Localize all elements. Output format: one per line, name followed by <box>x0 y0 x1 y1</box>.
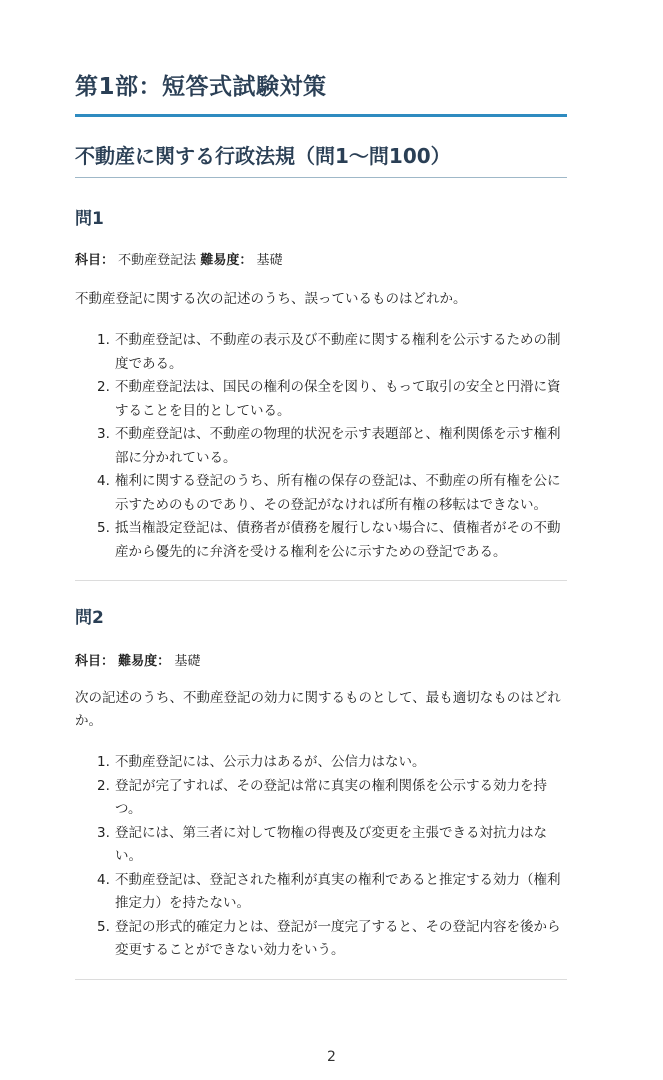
choice-text: 不動産登記は、不動産の表示及び不動産に関する権利を公示するための制度である。 <box>115 332 561 372</box>
choice-item <box>75 470 567 517</box>
question-1 <box>75 204 567 581</box>
difficulty-label: 難易度： <box>200 253 253 268</box>
question-meta <box>75 650 567 669</box>
question-title: 問2 <box>75 608 104 628</box>
section-title: 不動産に関する行政法規（問1〜問100） <box>75 141 567 178</box>
subject-label: 科目： <box>75 654 115 669</box>
choice-number: 2. <box>97 379 110 395</box>
document-page <box>75 0 567 980</box>
choice-text: 不動産登記法は、国民の権利の保全を図り、もって取引の安全と円滑に資することを目的としている。 <box>115 379 561 419</box>
choice-number: 3. <box>97 824 110 841</box>
choice-text: 登記が完了すれば、その登記は常に真実の権利関係を公示する効力を持つ。 <box>115 777 547 817</box>
choice-item <box>75 329 567 376</box>
question-2 <box>75 603 567 980</box>
choice-item <box>75 423 567 470</box>
subject-value: 不動産登記法 <box>118 253 197 268</box>
difficulty-label: 難易度： <box>118 654 171 669</box>
page-number: 2 <box>327 1049 336 1065</box>
question-meta <box>75 249 567 268</box>
choice-number: 3. <box>97 426 110 442</box>
choice-number: 4. <box>97 871 110 888</box>
choice-item <box>75 376 567 423</box>
question-title: 問1 <box>75 209 104 229</box>
choice-text: 不動産登記は、不動産の物理的状況を示す表題部と、権利関係を示す権利部に分かれている。 <box>115 426 561 466</box>
difficulty-value: 基礎 <box>256 253 283 268</box>
choice-number: 1. <box>97 332 110 348</box>
choice-item <box>75 751 567 775</box>
part-title: 第1部：短答式試験対策 <box>75 0 567 117</box>
choice-number: 5. <box>97 520 110 536</box>
choice-item <box>75 822 567 869</box>
choice-number: 5. <box>97 918 110 935</box>
choice-list <box>75 329 567 580</box>
choice-text: 不動産登記は、登記された権利が真実の権利であると推定する効力（権利推定力）を持たない。 <box>115 871 561 911</box>
choice-item <box>75 517 567 564</box>
question-stem: 次の記述のうち、不動産登記の効力に関するものとして、最も適切なものはどれか。 <box>75 690 561 729</box>
choice-item <box>75 869 567 916</box>
choice-number: 1. <box>97 754 110 770</box>
choice-text: 登記には、第三者に対して物権の得喪及び変更を主張できる対抗力はない。 <box>115 824 547 864</box>
choice-text: 不動産登記には、公示力はあるが、公信力はない。 <box>115 754 426 770</box>
subject-label: 科目： <box>75 253 115 268</box>
choice-text: 権利に関する登記のうち、所有権の保存の登記は、不動産の所有権を公に示すためのものであり、その登記がなければ所有権の移転はできない。 <box>115 473 561 513</box>
choice-text: 抵当権設定登記は、債務者が債務を履行しない場合に、債権者がその不動産から優先的に弁済を受ける権利を公に示すための登記である。 <box>115 520 561 560</box>
choice-item <box>75 775 567 822</box>
difficulty-value: 基礎 <box>174 654 201 669</box>
choice-item <box>75 916 567 963</box>
choice-list <box>75 751 567 979</box>
question-stem: 不動産登記に関する次の記述のうち、誤っているものはどれか。 <box>75 291 467 307</box>
choice-number: 4. <box>97 473 110 489</box>
choice-text: 登記の形式的確定力とは、登記が一度完了すると、その登記内容を後から変更することができない効力をいう。 <box>115 918 561 958</box>
choice-number: 2. <box>97 777 110 794</box>
